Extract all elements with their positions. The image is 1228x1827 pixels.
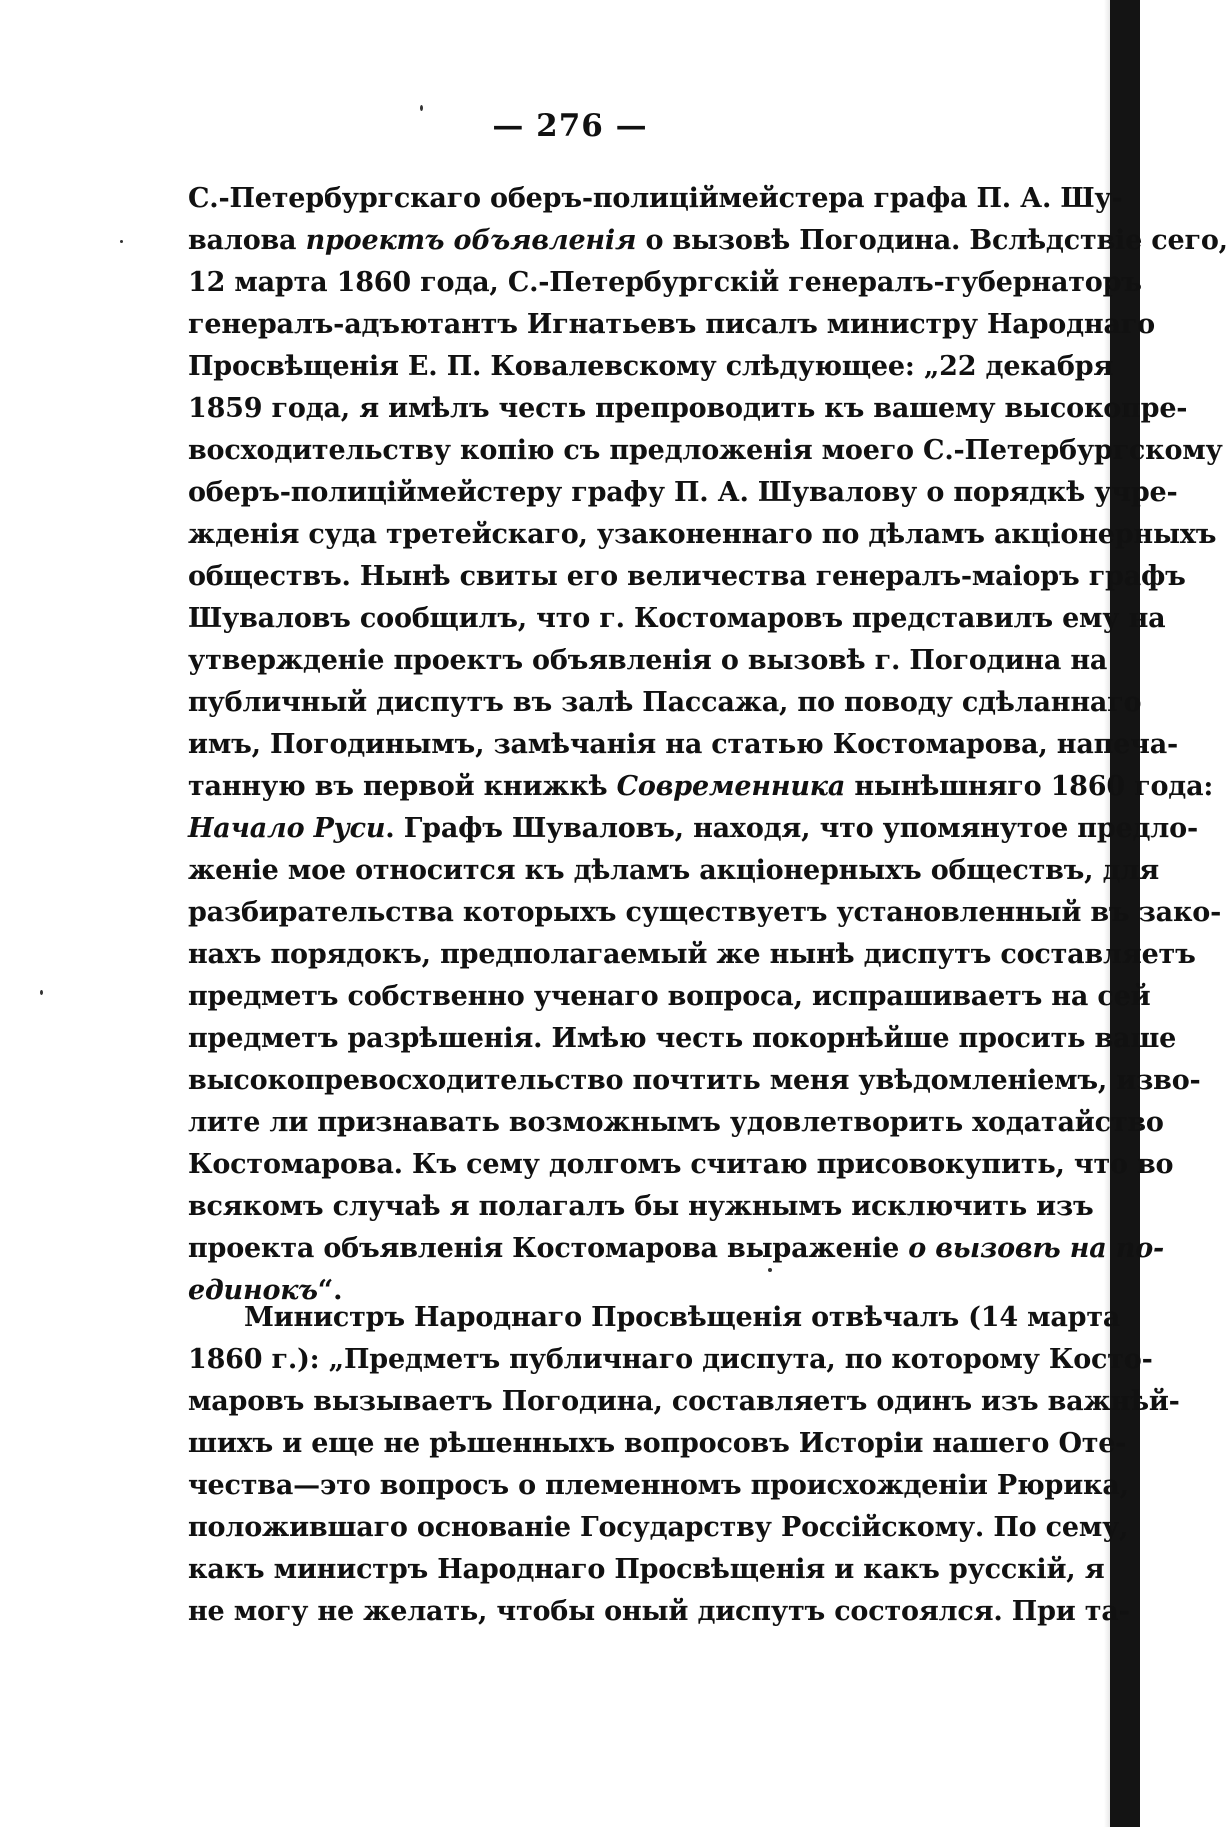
text-run: разбирательства которыхъ существуетъ установленный въ зако- — [188, 897, 1222, 928]
italic-run: Начало Руси — [188, 813, 386, 844]
text-run: предметъ собственно ученаго вопроса, испрашиваетъ на сей — [188, 981, 1151, 1012]
text-run: чества—это вопросъ о племенномъ происхожденiи Рюрика, — [188, 1470, 1129, 1501]
text-run: высокопревосходительство почтить меня увѣдомленiемъ, изво- — [188, 1065, 1201, 1096]
text-line — [188, 388, 1188, 430]
paragraph-2 — [188, 1297, 1180, 1633]
text-line — [188, 1102, 1164, 1144]
text-run: предметъ разрѣшенiя. Имѣю честь покорнѣйше просить ваше — [188, 1023, 1177, 1054]
text-line — [188, 262, 1142, 304]
text-line — [188, 598, 1166, 640]
text-run: . Графъ Шуваловъ, находя, что упомянутое предло- — [385, 813, 1198, 844]
text-line — [188, 1339, 1153, 1381]
text-line — [188, 1507, 1129, 1549]
text-run: Костомарова. Къ сему долгомъ считаю присовокупить, что во — [188, 1149, 1174, 1180]
text-line — [188, 1381, 1180, 1423]
italic-run: проектъ объявленiя — [305, 225, 637, 256]
text-run: женiе мое относится къ дѣламъ акцiонерныхъ обществъ, для — [188, 855, 1159, 886]
text-line — [188, 472, 1178, 514]
text-run: С.-Петербургскаго оберъ-полицiймейстера графа П. А. Шу- — [188, 183, 1123, 214]
text-run: оберъ-полицiймейстеру графу П. А. Шувалову о порядкѣ учре- — [188, 477, 1178, 508]
text-run: валова — [188, 225, 306, 256]
italic-run: о вызовѣ на по- — [908, 1233, 1165, 1264]
text-line — [188, 766, 1214, 808]
text-line — [188, 976, 1151, 1018]
text-run: Просвѣщенiя Е. П. Ковалевскому слѣдующее: „22 декабря — [188, 351, 1114, 382]
text-line — [188, 1297, 1121, 1339]
text-line — [188, 304, 1155, 346]
text-line — [188, 514, 1217, 556]
text-run: проекта объявленiя Костомарова выраженiе — [188, 1233, 909, 1264]
text-run: 1859 года, я имѣлъ честь препроводить къ вашему высокопре- — [188, 393, 1188, 424]
text-line — [188, 724, 1179, 766]
text-line — [188, 1228, 1165, 1270]
text-line — [188, 1549, 1105, 1591]
text-line — [188, 346, 1114, 388]
text-line — [188, 934, 1196, 976]
text-run: “. — [317, 1275, 343, 1306]
text-line — [188, 1144, 1174, 1186]
text-line — [188, 850, 1159, 892]
text-line — [188, 1018, 1177, 1060]
text-line — [188, 556, 1186, 598]
text-line — [188, 892, 1222, 934]
text-run: танную въ первой книжкѣ — [188, 771, 617, 802]
text-run: обществъ. Нынѣ свиты его величества генералъ-маiоръ графъ — [188, 561, 1186, 592]
text-line — [188, 682, 1142, 724]
scan-speck — [40, 990, 43, 995]
text-line — [188, 808, 1198, 850]
italic-run: единокъ — [188, 1275, 318, 1306]
text-run: жденiя суда третейскаго, узаконеннаго по дѣламъ акцiонерныхъ — [188, 519, 1217, 550]
text-run: маровъ вызываетъ Погодина, составляетъ одинъ изъ важнѣй- — [188, 1386, 1180, 1417]
text-run: о вызовѣ Погодина. Вслѣдствiе сего, — [636, 225, 1228, 256]
text-line — [188, 1423, 1127, 1465]
text-run: лите ли признавать возможнымъ удовлетворить ходатайство — [188, 1107, 1164, 1138]
paragraph-1 — [188, 178, 1228, 1312]
text-line — [188, 640, 1108, 682]
text-run: имъ, Погодинымъ, замѣчанiя на статью Костомарова, напеча- — [188, 729, 1179, 760]
text-line — [188, 1465, 1129, 1507]
text-run: публичный диспутъ въ залѣ Пассажа, по поводу сдѣланнаго — [188, 687, 1142, 718]
text-run: всякомъ случаѣ я полагалъ бы нужнымъ исключить изъ — [188, 1191, 1094, 1222]
text-run: 12 марта 1860 года, С.-Петербургскiй генералъ-губернаторъ — [188, 267, 1142, 298]
text-run: не могу не желать, чтобы оный диспутъ состоялся. При та- — [188, 1596, 1130, 1627]
text-line — [188, 1591, 1130, 1633]
text-run: какъ министръ Народнаго Просвѣщенiя и какъ русскiй, я — [188, 1554, 1105, 1585]
text-run: Шуваловъ сообщилъ, что г. Костомаровъ представилъ ему на — [188, 603, 1166, 634]
text-line — [188, 178, 1123, 220]
text-run: 1860 г.): „Предметъ публичнаго диспута, по которому Косто- — [188, 1344, 1153, 1375]
text-run: шихъ и еще не рѣшенныхъ вопросовъ Исторiи нашего Оте- — [188, 1428, 1127, 1459]
text-line — [188, 220, 1228, 262]
text-line — [188, 430, 1223, 472]
text-line — [188, 1186, 1094, 1228]
page-number: — 276 — — [492, 108, 648, 144]
text-run: Министръ Народнаго Просвѣщенiя отвѣчалъ (14 марта — [244, 1302, 1121, 1333]
text-run: нынѣшняго 1860 года: — [845, 771, 1214, 802]
text-run: восходительству копiю съ предложенiя моего С.-Петербургскому — [188, 435, 1223, 466]
italic-run: Современника — [616, 771, 846, 802]
text-run: утвержденiе проектъ объявленiя о вызовѣ г. Погодина на — [188, 645, 1108, 676]
text-run: нахъ порядокъ, предполагаемый же нынѣ диспутъ составляетъ — [188, 939, 1196, 970]
text-line — [188, 1060, 1201, 1102]
text-run: генералъ-адъютантъ Игнатьевъ писалъ министру Народнаго — [188, 309, 1155, 340]
scan-speck — [120, 240, 123, 243]
text-run: положившаго основанiе Государству Россiйскому. По сему, — [188, 1512, 1129, 1543]
